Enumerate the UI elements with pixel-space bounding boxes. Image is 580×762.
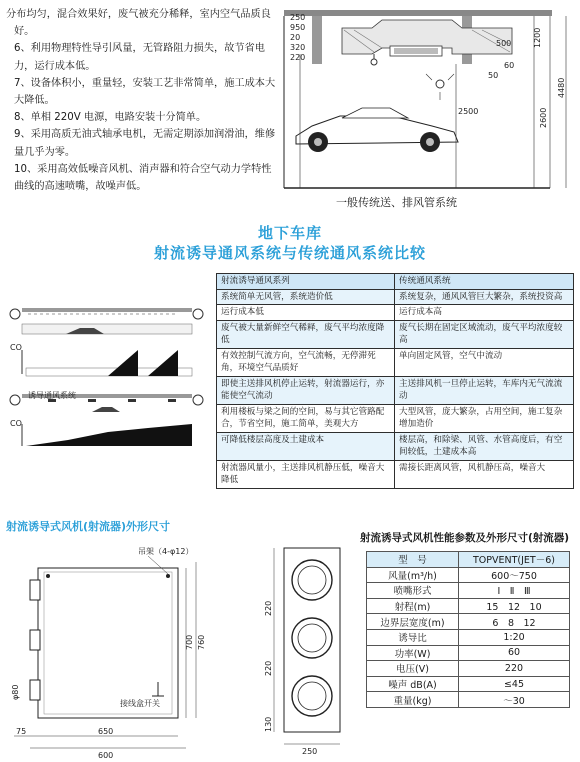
fan-icon	[10, 309, 20, 319]
top-diagram-caption: 一般传统送、排风管系统	[336, 196, 457, 209]
feature-item: 10、采用高效低噪音风机、消声器和符合空气动力学特性曲线的高速喷嘴，故噪声低。	[14, 163, 272, 193]
dim-label: 1200	[533, 27, 542, 48]
table-row	[367, 598, 570, 614]
table-row	[367, 567, 570, 583]
fan-icon	[10, 395, 20, 405]
table-cell: 喷嘴形式	[367, 583, 459, 599]
table-cell: 运行成本低	[217, 305, 395, 321]
jet-system-label: 诱导通风系统	[28, 391, 76, 400]
table-row	[217, 348, 574, 376]
table-row	[367, 661, 570, 677]
nozzle	[30, 630, 40, 650]
table-row	[217, 432, 574, 460]
nozzle	[30, 680, 40, 700]
table-header-row	[217, 274, 574, 290]
dim-label: 250	[290, 13, 306, 22]
dim-label: 2600	[539, 107, 548, 128]
table-row	[217, 376, 574, 404]
table-cell: 系统简单无风管，系统造价低	[217, 289, 395, 305]
table-cell: 有效控制气流方向，空气流畅，无停滞死角，环境空气品质好	[217, 348, 395, 376]
table-cell: 即使主送排风机停止运转，射流器运行，亦能使空气流动	[217, 376, 395, 404]
feature-item: 9、采用高质无油式轴承电机，无需定期添加润滑油，维修量几乎为零。	[14, 129, 276, 158]
dim-label: φ80	[11, 684, 20, 700]
traditional-duct-diagram	[282, 8, 574, 198]
table-cell: 楼层高，和除梁、风管、水管高度后，有空间较低，土建成本高	[395, 432, 574, 460]
table-cell: 边界层宽度(m)	[367, 614, 459, 630]
section-title-line2: 射流诱导通风系统与传统通风系统比较	[153, 244, 426, 262]
feature-item: 8、单相 220V 电源，电路安装十分简单。	[14, 112, 207, 124]
table-cell: 射流器风量小，主送排风机静压低，噪音大降低	[217, 460, 395, 488]
dim-label: 700	[185, 634, 194, 650]
table-cell: 系统复杂，通风风管巨大繁杂，系统投资高	[395, 289, 574, 305]
table-row	[217, 289, 574, 305]
table-row	[217, 305, 574, 321]
table-cell: 重量(kg)	[367, 692, 459, 708]
table-cell: 15 12 10	[459, 598, 570, 614]
table-row	[217, 460, 574, 488]
table-cell: 1:20	[459, 629, 570, 645]
dim-label: 60	[504, 61, 515, 70]
perf-table-title: 射流诱导式风机性能参数及外形尺寸(射流器)	[360, 532, 570, 544]
ceiling-slab	[284, 10, 552, 16]
dim-label: 130	[264, 716, 273, 732]
jet-fan-front-drawing	[262, 546, 352, 758]
table-row	[367, 614, 570, 630]
table-cell: 诱导比	[367, 629, 459, 645]
table-cell: 单向固定风管，空气中流动	[395, 348, 574, 376]
fan-icon	[193, 395, 203, 405]
table-cell: 大型风管，庞大繁杂，占用空间，施工复杂增加造价	[395, 404, 574, 432]
table-cell: 废气长期在固定区域流动，废气平均浓度较高	[395, 320, 574, 348]
table-row	[367, 629, 570, 645]
feature-item: 6、利用物理特性导引风量，无管路阻力损失，故节省电力，运行成本低。	[14, 43, 265, 72]
jet-fan-side-drawing	[8, 540, 223, 760]
table-header: TOPVENT(JET－6)	[459, 552, 570, 568]
table-cell: 220	[459, 661, 570, 677]
table-cell: ～30	[459, 692, 570, 708]
feature-item: 分布均匀，混合效果好，废气被充分稀释，室内空气品质良好。	[6, 9, 271, 38]
table-cell: 需接长距离风管，风机静压高，噪音大	[395, 460, 574, 488]
ventilation-comparison-diagram	[8, 300, 213, 450]
table-cell: 6 8 12	[459, 614, 570, 630]
table-cell: 可降低楼层高度及土建成本	[217, 432, 395, 460]
table-cell: 噪声 dB(A)	[367, 676, 459, 692]
dim-label: 950	[290, 23, 306, 32]
dim-label: 20	[290, 33, 301, 42]
table-cell: 电压(V)	[367, 661, 459, 677]
table-header: 传统通风系统	[395, 274, 574, 290]
hanger-label: 吊架（4-φ12）	[138, 547, 194, 556]
comparison-table	[216, 273, 574, 489]
table-cell: 60	[459, 645, 570, 661]
table-cell: 600～750	[459, 567, 570, 583]
co-label: CO	[10, 343, 22, 352]
dim-label: 500	[496, 39, 512, 48]
table-cell: 主送排风机一旦停止运转，车库内无气流流动	[395, 376, 574, 404]
dim-label: 75	[16, 727, 27, 736]
switch-label: 接线盒开关	[120, 699, 160, 708]
table-cell: 射程(m)	[367, 598, 459, 614]
dim-label: 220	[264, 600, 273, 616]
dim-label: 220	[264, 660, 273, 676]
co-label: CO	[10, 419, 22, 428]
table-cell: 废气被大量新鲜空气稀释，废气平均浓度降低	[217, 320, 395, 348]
table-row	[367, 692, 570, 708]
dim-label: 220	[290, 53, 306, 62]
table-header: 射流诱导通风系列	[217, 274, 395, 290]
feature-item: 7、设备体积小，重量轻，安装工艺非常简单，施工成本大大降低。	[14, 77, 276, 107]
table-row	[367, 645, 570, 661]
jet-system-sketch	[10, 394, 203, 446]
performance-table	[366, 551, 570, 708]
feature-list	[6, 6, 278, 195]
table-header-row	[367, 552, 570, 568]
dim-label: 4480	[557, 77, 566, 98]
table-row	[367, 583, 570, 599]
traditional-system-sketch	[10, 308, 203, 376]
dim-label: 320	[290, 43, 306, 52]
size-section-title: 射流诱导式风机(射流器)外形尺寸	[6, 520, 171, 533]
table-cell: ≤45	[459, 676, 570, 692]
table-cell: 风量(m³/h)	[367, 567, 459, 583]
dim-label: 600	[98, 751, 114, 760]
table-row	[217, 404, 574, 432]
dim-label: 250	[302, 747, 318, 756]
table-cell: Ⅰ Ⅱ Ⅲ	[459, 583, 570, 599]
dim-label: 50	[488, 71, 499, 80]
nozzle	[30, 580, 40, 600]
dim-label: 2500	[458, 107, 479, 116]
table-cell: 运行成本高	[395, 305, 574, 321]
table-row	[367, 676, 570, 692]
table-cell: 功率(W)	[367, 645, 459, 661]
table-row	[217, 320, 574, 348]
fan-icon	[193, 309, 203, 319]
dim-label: 760	[197, 634, 206, 650]
dim-label: 650	[98, 727, 114, 736]
table-header: 型 号	[367, 552, 459, 568]
section-title-line1: 地下车库	[257, 224, 322, 242]
table-cell: 利用楼板与梁之间的空间，易与其它管路配合，节省空间，施工简单，美观大方	[217, 404, 395, 432]
